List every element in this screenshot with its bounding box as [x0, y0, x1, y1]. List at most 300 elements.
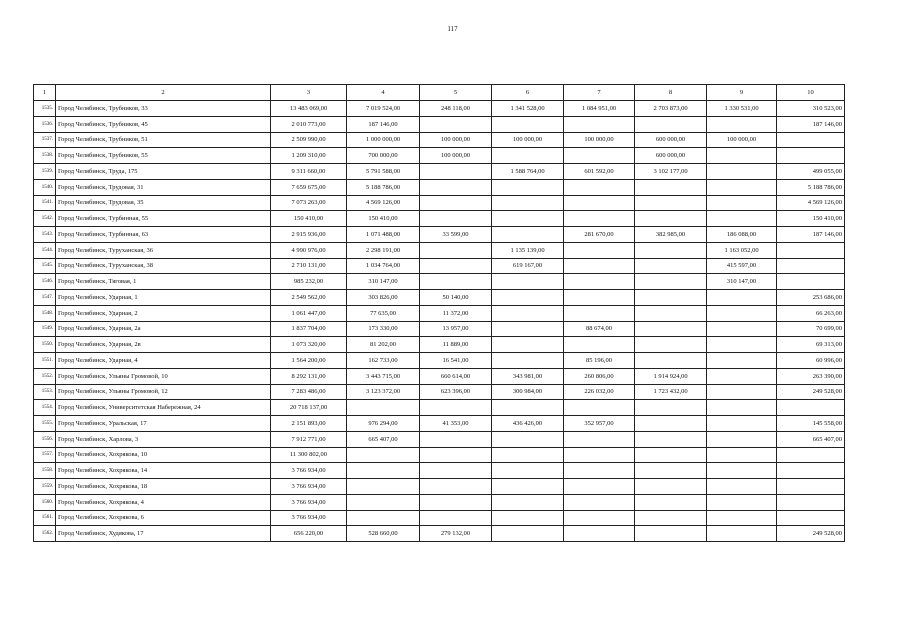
- value-cell: [707, 164, 777, 180]
- value-cell: 81 202,00: [347, 337, 420, 353]
- value-cell: 5 188 786,00: [347, 179, 420, 195]
- row-number: 1552.: [34, 368, 56, 384]
- value-cell: 415 597,00: [707, 258, 777, 274]
- value-cell: [564, 479, 635, 495]
- value-cell: [707, 416, 777, 432]
- value-cell: [564, 494, 635, 510]
- value-cell: [420, 447, 492, 463]
- value-cell: 1 163 052,00: [707, 242, 777, 258]
- header-cell: 4: [347, 85, 420, 101]
- value-cell: 310 147,00: [707, 274, 777, 290]
- value-cell: 2 509 990,00: [271, 132, 347, 148]
- value-cell: 1 071 488,00: [347, 227, 420, 243]
- value-cell: 310 147,00: [347, 274, 420, 290]
- value-cell: 665 407,00: [347, 431, 420, 447]
- value-cell: 499 055,00: [777, 164, 845, 180]
- header-cell: 7: [564, 85, 635, 101]
- row-number: 1542.: [34, 211, 56, 227]
- address-cell: Город Челябинск, Турбинная, 63: [56, 227, 271, 243]
- value-cell: [420, 164, 492, 180]
- value-cell: [347, 479, 420, 495]
- value-cell: [492, 431, 564, 447]
- value-cell: 7 912 771,00: [271, 431, 347, 447]
- value-cell: [635, 116, 707, 132]
- header-cell: 6: [492, 85, 564, 101]
- value-cell: 173 330,00: [347, 321, 420, 337]
- header-cell: 3: [271, 85, 347, 101]
- value-cell: [707, 447, 777, 463]
- header-cell: 2: [56, 85, 271, 101]
- value-cell: 1 073 320,00: [271, 337, 347, 353]
- value-cell: 100 000,00: [564, 132, 635, 148]
- value-cell: 69 313,00: [777, 337, 845, 353]
- table-row: [34, 479, 845, 495]
- value-cell: 1 330 531,00: [707, 101, 777, 117]
- value-cell: 619 167,00: [492, 258, 564, 274]
- value-cell: 85 196,00: [564, 353, 635, 369]
- value-cell: 187 146,00: [347, 116, 420, 132]
- value-cell: 7 019 524,00: [347, 101, 420, 117]
- value-cell: [492, 400, 564, 416]
- value-cell: [777, 242, 845, 258]
- value-cell: 976 294,00: [347, 416, 420, 432]
- value-cell: [347, 463, 420, 479]
- value-cell: [564, 116, 635, 132]
- value-cell: 1 564 200,00: [271, 353, 347, 369]
- value-cell: [492, 447, 564, 463]
- value-cell: [635, 353, 707, 369]
- value-cell: 7 659 675,00: [271, 179, 347, 195]
- table-row: [34, 463, 845, 479]
- row-number: 1549.: [34, 321, 56, 337]
- value-cell: [564, 148, 635, 164]
- value-cell: 623 396,00: [420, 384, 492, 400]
- value-cell: 665 407,00: [777, 431, 845, 447]
- table-row: [34, 494, 845, 510]
- row-number: 1560.: [34, 494, 56, 510]
- value-cell: [564, 211, 635, 227]
- value-cell: 2 710 131,00: [271, 258, 347, 274]
- value-cell: 162 733,00: [347, 353, 420, 369]
- address-cell: Город Челябинск, Трубников, 45: [56, 116, 271, 132]
- value-cell: [564, 195, 635, 211]
- value-cell: [777, 400, 845, 416]
- value-cell: [564, 431, 635, 447]
- value-cell: [564, 447, 635, 463]
- table-row: [34, 337, 845, 353]
- value-cell: [635, 290, 707, 306]
- value-cell: 100 000,00: [492, 132, 564, 148]
- value-cell: [707, 305, 777, 321]
- table-row: [34, 274, 845, 290]
- value-cell: [564, 290, 635, 306]
- value-cell: [707, 211, 777, 227]
- row-number: 1537.: [34, 132, 56, 148]
- value-cell: 3 766 934,00: [271, 479, 347, 495]
- value-cell: 60 996,00: [777, 353, 845, 369]
- value-cell: [707, 431, 777, 447]
- value-cell: [635, 337, 707, 353]
- value-cell: [564, 510, 635, 526]
- value-cell: [635, 431, 707, 447]
- value-cell: [635, 321, 707, 337]
- value-cell: [492, 321, 564, 337]
- value-cell: 11 889,00: [420, 337, 492, 353]
- value-cell: [635, 211, 707, 227]
- header-row: [34, 85, 845, 101]
- table-row: [34, 321, 845, 337]
- value-cell: 303 826,00: [347, 290, 420, 306]
- value-cell: 3 123 372,00: [347, 384, 420, 400]
- table-body: [34, 85, 845, 542]
- value-cell: [564, 526, 635, 542]
- value-cell: [564, 305, 635, 321]
- value-cell: [564, 400, 635, 416]
- value-cell: 9 311 660,00: [271, 164, 347, 180]
- value-cell: [492, 116, 564, 132]
- address-cell: Город Челябинск, Уральская, 17: [56, 416, 271, 432]
- value-cell: 4 569 126,00: [347, 195, 420, 211]
- value-cell: 2 298 191,00: [347, 242, 420, 258]
- table-row: [34, 195, 845, 211]
- address-cell: Город Челябинск, Худякова, 17: [56, 526, 271, 542]
- header-cell: 8: [635, 85, 707, 101]
- table-row: [34, 384, 845, 400]
- address-cell: Город Челябинск, Ударная, 1: [56, 290, 271, 306]
- value-cell: 260 806,00: [564, 368, 635, 384]
- row-number: 1559.: [34, 479, 56, 495]
- row-number: 1550.: [34, 337, 56, 353]
- value-cell: 186 088,00: [707, 227, 777, 243]
- value-cell: [635, 305, 707, 321]
- value-cell: 13 483 069,00: [271, 101, 347, 117]
- value-cell: 50 140,00: [420, 290, 492, 306]
- value-cell: [635, 526, 707, 542]
- value-cell: [420, 431, 492, 447]
- table-row: [34, 148, 845, 164]
- value-cell: [492, 494, 564, 510]
- value-cell: [492, 274, 564, 290]
- address-cell: Город Челябинск, Хохрякова, 6: [56, 510, 271, 526]
- value-cell: [707, 510, 777, 526]
- table-row: [34, 305, 845, 321]
- row-number: 1561.: [34, 510, 56, 526]
- table-row: [34, 258, 845, 274]
- value-cell: [347, 400, 420, 416]
- value-cell: 150 410,00: [777, 211, 845, 227]
- value-cell: [777, 447, 845, 463]
- table-row: [34, 132, 845, 148]
- address-cell: Город Челябинск, Тяговая, 1: [56, 274, 271, 290]
- value-cell: 100 000,00: [420, 148, 492, 164]
- value-cell: [420, 400, 492, 416]
- value-cell: [420, 494, 492, 510]
- value-cell: [492, 479, 564, 495]
- value-cell: 5 188 786,00: [777, 179, 845, 195]
- row-number: 1544.: [34, 242, 56, 258]
- value-cell: 352 957,00: [564, 416, 635, 432]
- address-cell: Город Челябинск, Ударная, 4: [56, 353, 271, 369]
- value-cell: [707, 368, 777, 384]
- value-cell: [492, 179, 564, 195]
- value-cell: [707, 463, 777, 479]
- value-cell: 1 061 447,00: [271, 305, 347, 321]
- value-cell: 300 984,00: [492, 384, 564, 400]
- value-cell: 601 592,00: [564, 164, 635, 180]
- value-cell: 1 209 310,00: [271, 148, 347, 164]
- value-cell: 600 000,00: [635, 148, 707, 164]
- value-cell: [564, 242, 635, 258]
- value-cell: [635, 242, 707, 258]
- value-cell: 600 000,00: [635, 132, 707, 148]
- table-row: [34, 353, 845, 369]
- value-cell: 1 588 764,00: [492, 164, 564, 180]
- address-cell: Город Челябинск, Трубников, 55: [56, 148, 271, 164]
- value-cell: 700 000,00: [347, 148, 420, 164]
- row-number: 1562.: [34, 526, 56, 542]
- value-cell: 249 528,00: [777, 526, 845, 542]
- value-cell: 3 766 934,00: [271, 510, 347, 526]
- value-cell: 11 372,00: [420, 305, 492, 321]
- value-cell: [420, 211, 492, 227]
- value-cell: 145 558,00: [777, 416, 845, 432]
- value-cell: 281 670,00: [564, 227, 635, 243]
- value-cell: 3 443 715,00: [347, 368, 420, 384]
- value-cell: 2 010 773,00: [271, 116, 347, 132]
- address-cell: Город Челябинск, Трубников, 51: [56, 132, 271, 148]
- row-number: 1547.: [34, 290, 56, 306]
- address-cell: Город Челябинск, Ударная, 2а: [56, 321, 271, 337]
- value-cell: [777, 274, 845, 290]
- address-cell: Город Челябинск, Харлова, 3: [56, 431, 271, 447]
- row-number: 1555.: [34, 416, 56, 432]
- value-cell: [492, 510, 564, 526]
- value-cell: 8 292 131,00: [271, 368, 347, 384]
- row-number: 1557.: [34, 447, 56, 463]
- value-cell: [492, 148, 564, 164]
- value-cell: [492, 337, 564, 353]
- page-number: 117: [447, 25, 458, 33]
- value-cell: 150 410,00: [271, 211, 347, 227]
- value-cell: 11 300 802,00: [271, 447, 347, 463]
- value-cell: 279 132,00: [420, 526, 492, 542]
- value-cell: [707, 337, 777, 353]
- value-cell: [420, 195, 492, 211]
- value-cell: 1 341 528,00: [492, 101, 564, 117]
- address-cell: Город Челябинск, Ударная, 2: [56, 305, 271, 321]
- value-cell: [635, 463, 707, 479]
- data-table: [33, 84, 845, 542]
- table-row: [34, 526, 845, 542]
- value-cell: 310 523,00: [777, 101, 845, 117]
- value-cell: 20 718 137,00: [271, 400, 347, 416]
- value-cell: [635, 416, 707, 432]
- table-row: [34, 242, 845, 258]
- table-row: [34, 416, 845, 432]
- value-cell: 436 426,00: [492, 416, 564, 432]
- value-cell: [564, 258, 635, 274]
- value-cell: [707, 479, 777, 495]
- header-cell: 9: [707, 85, 777, 101]
- value-cell: [492, 195, 564, 211]
- value-cell: [707, 179, 777, 195]
- value-cell: [347, 510, 420, 526]
- table-row: [34, 227, 845, 243]
- value-cell: [420, 116, 492, 132]
- value-cell: 1 135 139,00: [492, 242, 564, 258]
- address-cell: Город Челябинск, Хохрякова, 10: [56, 447, 271, 463]
- table-row: [34, 290, 845, 306]
- row-number: 1548.: [34, 305, 56, 321]
- value-cell: [347, 494, 420, 510]
- row-number: 1558.: [34, 463, 56, 479]
- address-cell: Город Челябинск, Туруханская, 38: [56, 258, 271, 274]
- value-cell: [635, 494, 707, 510]
- value-cell: [492, 353, 564, 369]
- value-cell: [777, 463, 845, 479]
- value-cell: [492, 463, 564, 479]
- table-row: [34, 211, 845, 227]
- value-cell: [707, 526, 777, 542]
- table-row: [34, 101, 845, 117]
- value-cell: 150 410,00: [347, 211, 420, 227]
- row-number: 1553.: [34, 384, 56, 400]
- value-cell: 382 985,00: [635, 227, 707, 243]
- value-cell: 3 766 934,00: [271, 494, 347, 510]
- value-cell: [420, 274, 492, 290]
- value-cell: 70 699,00: [777, 321, 845, 337]
- address-cell: Город Челябинск, Турбинная, 55: [56, 211, 271, 227]
- value-cell: [707, 494, 777, 510]
- value-cell: 7 283 486,00: [271, 384, 347, 400]
- value-cell: 248 118,00: [420, 101, 492, 117]
- value-cell: 1 914 924,00: [635, 368, 707, 384]
- value-cell: 187 146,00: [777, 227, 845, 243]
- value-cell: 2 549 562,00: [271, 290, 347, 306]
- address-cell: Город Челябинск, Ульяны Громовой, 10: [56, 368, 271, 384]
- value-cell: [420, 463, 492, 479]
- table-row: [34, 368, 845, 384]
- row-number: 1538.: [34, 148, 56, 164]
- value-cell: [777, 479, 845, 495]
- value-cell: [420, 242, 492, 258]
- value-cell: [492, 211, 564, 227]
- address-cell: Город Челябинск, Трудовая, 35: [56, 195, 271, 211]
- value-cell: [564, 337, 635, 353]
- header-cell: 10: [777, 85, 845, 101]
- value-cell: [420, 179, 492, 195]
- value-cell: [777, 148, 845, 164]
- address-cell: Город Челябинск, Университетская Набережная, 24: [56, 400, 271, 416]
- address-cell: Город Челябинск, Туруханская, 36: [56, 242, 271, 258]
- row-number: 1540.: [34, 179, 56, 195]
- value-cell: 4 990 976,00: [271, 242, 347, 258]
- value-cell: 2 703 873,00: [635, 101, 707, 117]
- table-row: [34, 431, 845, 447]
- value-cell: 3 766 934,00: [271, 463, 347, 479]
- value-cell: [777, 510, 845, 526]
- value-cell: [707, 384, 777, 400]
- row-number: 1546.: [34, 274, 56, 290]
- value-cell: [564, 179, 635, 195]
- table-row: [34, 447, 845, 463]
- value-cell: 2 151 893,00: [271, 416, 347, 432]
- value-cell: 1 723 432,00: [635, 384, 707, 400]
- value-cell: [492, 290, 564, 306]
- value-cell: 13 957,00: [420, 321, 492, 337]
- address-cell: Город Челябинск, Ударная, 2в: [56, 337, 271, 353]
- table-row: [34, 116, 845, 132]
- table-row: [34, 164, 845, 180]
- value-cell: [707, 148, 777, 164]
- value-cell: [420, 479, 492, 495]
- value-cell: [707, 290, 777, 306]
- value-cell: 7 073 263,00: [271, 195, 347, 211]
- value-cell: 187 146,00: [777, 116, 845, 132]
- row-number: 1535.: [34, 101, 56, 117]
- value-cell: [564, 274, 635, 290]
- value-cell: [635, 274, 707, 290]
- row-number: 1556.: [34, 431, 56, 447]
- address-cell: Город Челябинск, Ульяны Громовой, 12: [56, 384, 271, 400]
- value-cell: 1 034 764,00: [347, 258, 420, 274]
- value-cell: [492, 305, 564, 321]
- value-cell: [635, 179, 707, 195]
- table-row: [34, 179, 845, 195]
- row-number: 1541.: [34, 195, 56, 211]
- table-row: [34, 400, 845, 416]
- value-cell: [777, 494, 845, 510]
- value-cell: [635, 195, 707, 211]
- value-cell: [707, 195, 777, 211]
- header-cell: 1: [34, 85, 56, 101]
- address-cell: Город Челябинск, Хохрякова, 18: [56, 479, 271, 495]
- value-cell: [777, 258, 845, 274]
- value-cell: [635, 479, 707, 495]
- value-cell: 88 674,00: [564, 321, 635, 337]
- value-cell: [635, 400, 707, 416]
- table-row: [34, 510, 845, 526]
- address-cell: Город Челябинск, Трубников, 33: [56, 101, 271, 117]
- value-cell: 528 660,00: [347, 526, 420, 542]
- row-number: 1545.: [34, 258, 56, 274]
- value-cell: 3 102 177,00: [635, 164, 707, 180]
- value-cell: 1 837 704,00: [271, 321, 347, 337]
- value-cell: 16 541,00: [420, 353, 492, 369]
- value-cell: [420, 258, 492, 274]
- value-cell: [635, 258, 707, 274]
- value-cell: [492, 227, 564, 243]
- value-cell: 2 915 936,00: [271, 227, 347, 243]
- value-cell: [707, 321, 777, 337]
- value-cell: 656 220,00: [271, 526, 347, 542]
- value-cell: 4 569 126,00: [777, 195, 845, 211]
- value-cell: 263 390,00: [777, 368, 845, 384]
- value-cell: 33 599,00: [420, 227, 492, 243]
- value-cell: 5 791 588,00: [347, 164, 420, 180]
- value-cell: 985 232,00: [271, 274, 347, 290]
- value-cell: 249 528,00: [777, 384, 845, 400]
- address-cell: Город Челябинск, Труда, 175: [56, 164, 271, 180]
- value-cell: 660 614,00: [420, 368, 492, 384]
- value-cell: 226 032,00: [564, 384, 635, 400]
- value-cell: [492, 526, 564, 542]
- value-cell: 66 263,00: [777, 305, 845, 321]
- value-cell: 343 981,00: [492, 368, 564, 384]
- value-cell: [564, 463, 635, 479]
- address-cell: Город Челябинск, Хохрякова, 4: [56, 494, 271, 510]
- value-cell: [707, 116, 777, 132]
